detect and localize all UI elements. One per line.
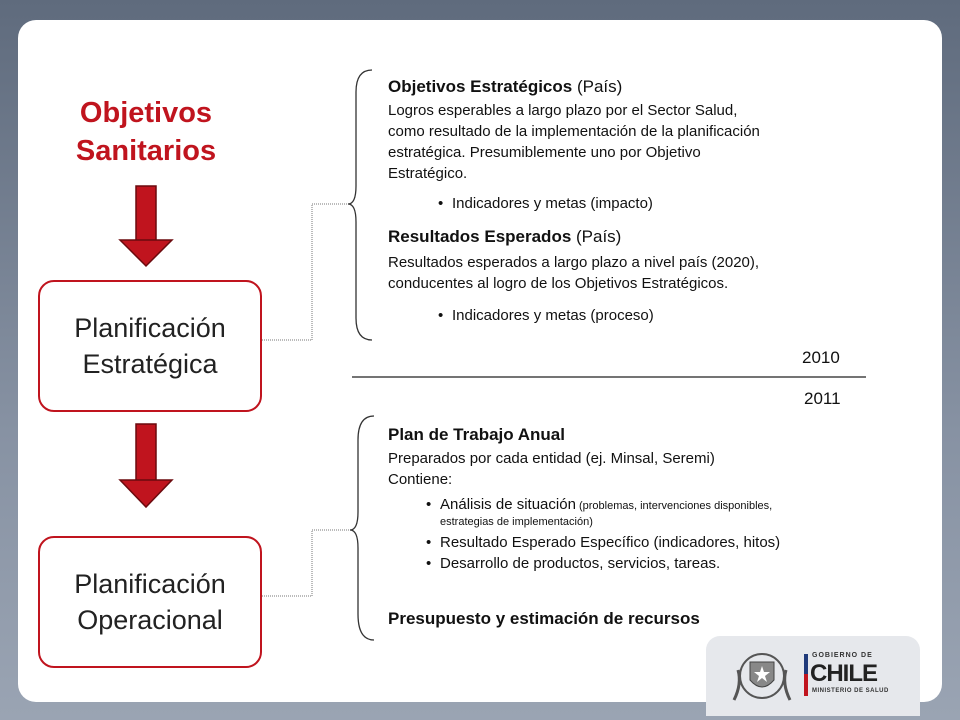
section2-bullet: • Indicadores y metas (proceso) [452, 305, 654, 326]
bracket-top [348, 70, 372, 340]
chile-coat-of-arms-icon [724, 640, 800, 712]
section3-bullet-3: • Desarrollo de productos, servicios, tareas. [440, 553, 720, 574]
heading-bold: Objetivos Estratégicos [388, 77, 573, 96]
section3-description [388, 448, 715, 490]
section1-heading [388, 76, 622, 98]
logo-line2: CHILE [810, 660, 877, 687]
desc-line: conducentes al logro de los Objetivos Estratégicos. [388, 275, 729, 292]
desc-line: Estratégico. [388, 165, 468, 182]
desc-line: Preparados por cada entidad (ej. Minsal, Seremi) [388, 450, 715, 467]
section3-footer: Presupuesto y estimación de recursos [388, 609, 700, 628]
bullet-main: Análisis de situación [440, 496, 576, 513]
section1-bullet: • Indicadores y metas (impacto) [452, 193, 653, 214]
desc-line: estratégica. Presumiblemente uno por Objetivo [388, 144, 701, 161]
logo-bar-red [804, 674, 808, 696]
year-2010: 2010 [802, 348, 840, 367]
desc-line: como resultado de la implementación de la planificación [388, 123, 760, 140]
section2-heading [388, 226, 621, 248]
heading-suffix: (País) [571, 227, 622, 246]
desc-line: Logros esperables a largo plazo por el Sector Salud, [388, 102, 738, 119]
section3-bullet-1 [440, 494, 772, 517]
planificacion-operacional-box [38, 536, 262, 668]
section2-description [388, 252, 759, 294]
section3-heading: Plan de Trabajo Anual [388, 425, 565, 444]
box-label: Planificación Estratégica [74, 313, 226, 379]
arrow-down-2 [120, 424, 172, 507]
objetivos-sanitarios-title: Objetivos Sanitarios [75, 97, 217, 167]
connector-top [260, 204, 350, 340]
planificacion-estrategica-box [38, 280, 262, 412]
desc-line: Resultados esperados a largo plazo a nivel país (2020), [388, 254, 760, 271]
connector-bottom [260, 530, 352, 596]
box-label: Planificación Operacional [74, 569, 226, 635]
year-2011: 2011 [804, 389, 841, 408]
arrow-down-1 [120, 186, 172, 266]
section3-bullet-1-note: estrategias de implementación) [440, 516, 593, 528]
section1-description [388, 100, 760, 184]
section3-bullet-2: • Resultado Esperado Específico (indicadores, hitos) [440, 532, 780, 553]
heading-suffix: (País) [572, 77, 623, 96]
desc-line: Contiene: [388, 471, 453, 488]
bullet-note: (problemas, intervenciones disponibles, [575, 500, 773, 512]
logo-line3: MINISTERIO DE SALUD [812, 688, 889, 694]
heading-bold: Resultados Esperados [388, 227, 572, 246]
logo-line1: GOBIERNO DE [812, 652, 873, 659]
bracket-bottom [350, 416, 374, 640]
